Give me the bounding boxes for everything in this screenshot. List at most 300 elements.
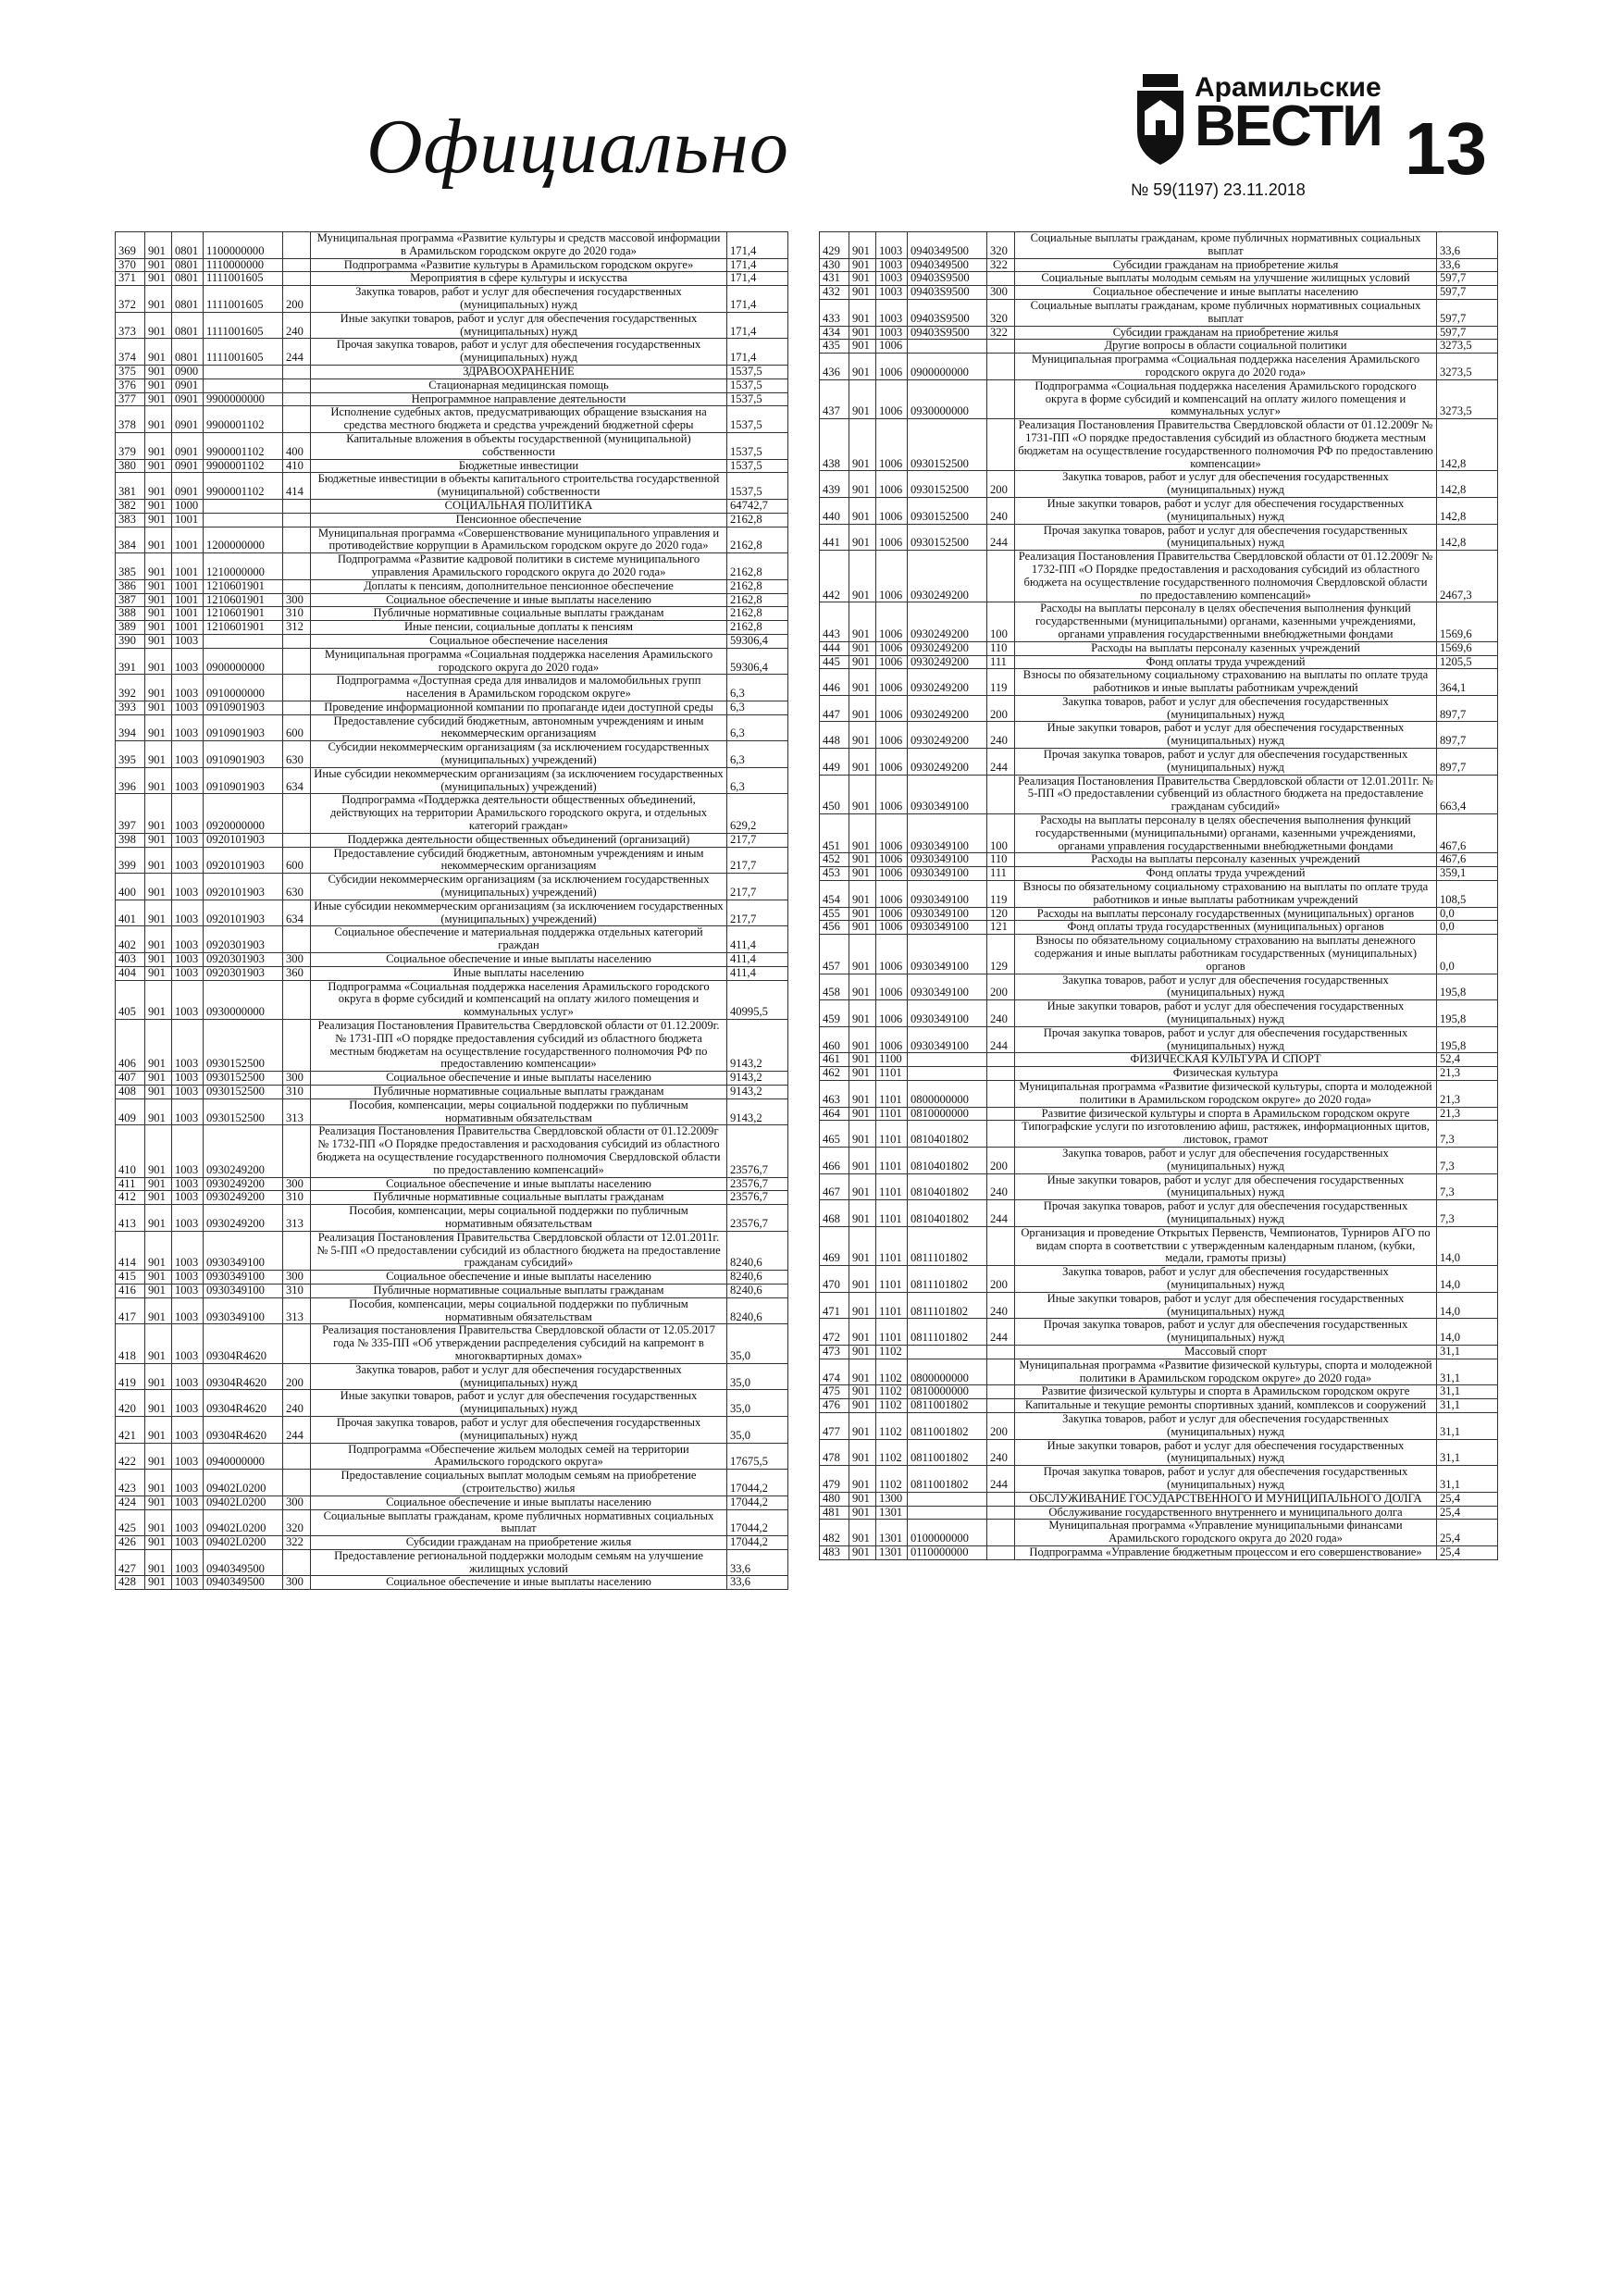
cell-section-code: 1000 <box>172 499 204 513</box>
cell-expense-type: 320 <box>283 1509 311 1536</box>
cell-amount: 3273,5 <box>1437 354 1498 380</box>
table-row <box>820 853 1498 867</box>
cell-section-code: 1300 <box>876 1492 908 1506</box>
cell-description: Прочая закупка товаров, работ и услуг для обеспечения государственных (муниципальных) нужд <box>1015 1466 1437 1493</box>
cell-description: Расходы на выплаты персоналу в целях обеспечения выполнения функций государственными (муниципальными) органами, казенными учреждениями, органами управления государственными внебюджетными фондами <box>1015 602 1437 641</box>
cell-description: Субсидии гражданам на приобретение жилья <box>311 1536 727 1550</box>
cell-section-code: 1102 <box>876 1359 908 1385</box>
cell-expense-type: 100 <box>987 814 1015 853</box>
cell-section-code: 1102 <box>876 1466 908 1493</box>
cell-row-number: 406 <box>116 1020 145 1072</box>
cell-target-code: 0930349100 <box>908 881 987 908</box>
cell-section-code: 1003 <box>172 1177 204 1191</box>
cell-target-code: 0930000000 <box>908 379 987 418</box>
cell-amount: 359,1 <box>1437 867 1498 881</box>
cell-expense-type <box>283 365 311 379</box>
cell-row-number: 483 <box>820 1545 849 1559</box>
cell-amount: 31,1 <box>1437 1359 1498 1385</box>
table-row <box>116 701 788 714</box>
section-title: Официально <box>366 104 789 190</box>
cell-section-code: 1003 <box>172 1324 204 1363</box>
cell-section-code: 0901 <box>172 473 204 500</box>
cell-amount: 6,3 <box>727 767 788 794</box>
cell-target-code: 09304R4620 <box>204 1363 283 1390</box>
cell-row-number: 479 <box>820 1466 849 1493</box>
cell-ministry-code: 901 <box>145 379 172 392</box>
cell-amount: 3273,5 <box>1437 379 1498 418</box>
cell-description: Социальное обеспечение и иные выплаты населению <box>311 1576 727 1590</box>
cell-expense-type: 111 <box>987 655 1015 669</box>
cell-description: Социальные выплаты гражданам, кроме публичных нормативных социальных выплат <box>311 1509 727 1536</box>
cell-section-code: 1003 <box>172 1443 204 1470</box>
cell-description: Предоставление социальных выплат молодым семьям на приобретение (строительство) жилья <box>311 1470 727 1496</box>
cell-amount: 6,3 <box>727 675 788 701</box>
cell-row-number: 389 <box>116 621 145 635</box>
cell-amount: 31,1 <box>1437 1385 1498 1399</box>
cell-section-code: 1003 <box>172 741 204 768</box>
cell-description: Социальные выплаты гражданам, кроме публичных нормативных социальных выплат <box>1015 232 1437 259</box>
cell-expense-type: 240 <box>987 497 1015 524</box>
cell-ministry-code: 901 <box>849 1345 876 1359</box>
cell-row-number: 468 <box>820 1200 849 1227</box>
cell-expense-type <box>987 354 1015 380</box>
cell-target-code: 0810000000 <box>908 1107 987 1121</box>
cell-ministry-code: 901 <box>849 749 876 776</box>
cell-amount: 597,7 <box>1437 299 1498 326</box>
table-row <box>116 1324 788 1363</box>
table-row <box>116 1284 788 1297</box>
cell-ministry-code: 901 <box>849 1147 876 1173</box>
cell-section-code: 1001 <box>172 621 204 635</box>
table-row <box>116 392 788 406</box>
cell-ministry-code: 901 <box>145 339 172 366</box>
cell-section-code: 1101 <box>876 1147 908 1173</box>
cell-section-code: 1301 <box>876 1506 908 1520</box>
cell-expense-type: 244 <box>283 1416 311 1443</box>
cell-expense-type <box>987 1226 1015 1265</box>
cell-section-code: 1006 <box>876 867 908 881</box>
table-row <box>820 1492 1498 1506</box>
table-row <box>116 675 788 701</box>
cell-target-code: 0930249200 <box>908 655 987 669</box>
cell-amount: 1537,5 <box>727 406 788 433</box>
cell-row-number: 397 <box>116 794 145 833</box>
cell-target-code <box>204 365 283 379</box>
cell-amount: 8240,6 <box>727 1231 788 1270</box>
cell-section-code: 1101 <box>876 1121 908 1148</box>
cell-description: Подпрограмма «Развитие кадровой политики в системе муниципального управления Арамильского городского округа до 2020 года» <box>311 553 727 580</box>
cell-target-code: 1210601901 <box>204 607 283 621</box>
cell-section-code: 1003 <box>172 953 204 967</box>
cell-expense-type: 310 <box>283 1086 311 1099</box>
table-row <box>820 775 1498 813</box>
cell-ministry-code: 901 <box>849 1067 876 1081</box>
table-row <box>820 286 1498 300</box>
table-row <box>116 258 788 272</box>
cell-amount: 31,1 <box>1437 1399 1498 1413</box>
cell-amount: 40995,5 <box>727 980 788 1019</box>
cell-section-code: 1006 <box>876 722 908 749</box>
cell-row-number: 416 <box>116 1284 145 1297</box>
cell-target-code: 0930152500 <box>908 471 987 498</box>
cell-row-number: 414 <box>116 1231 145 1270</box>
cell-target-code: 0930349100 <box>204 1231 283 1270</box>
cell-target-code: 09304R4620 <box>204 1324 283 1363</box>
cell-ministry-code: 901 <box>849 775 876 813</box>
cell-ministry-code: 901 <box>849 1026 876 1053</box>
cell-description: Пособия, компенсации, меры социальной поддержки по публичным нормативным обязательствам <box>311 1297 727 1324</box>
cell-row-number: 425 <box>116 1509 145 1536</box>
table-row <box>116 1072 788 1086</box>
cell-ministry-code: 901 <box>849 814 876 853</box>
cell-section-code: 1006 <box>876 655 908 669</box>
cell-row-number: 427 <box>116 1549 145 1576</box>
cell-section-code: 1006 <box>876 749 908 776</box>
cell-expense-type <box>283 794 311 833</box>
cell-target-code: 0811101802 <box>908 1266 987 1293</box>
cell-expense-type: 634 <box>283 900 311 926</box>
cell-ministry-code: 901 <box>849 1319 876 1346</box>
cell-target-code: 0811101802 <box>908 1319 987 1346</box>
cell-expense-type: 200 <box>987 695 1015 722</box>
cell-ministry-code: 901 <box>145 1284 172 1297</box>
cell-expense-type: 244 <box>987 1466 1015 1493</box>
table-row <box>116 1177 788 1191</box>
table-row <box>820 695 1498 722</box>
cell-row-number: 430 <box>820 258 849 272</box>
cell-expense-type: 320 <box>987 299 1015 326</box>
cell-ministry-code: 901 <box>849 1173 876 1200</box>
cell-section-code: 1003 <box>172 1390 204 1417</box>
cell-target-code: 1210601901 <box>204 593 283 607</box>
cell-row-number: 378 <box>116 406 145 433</box>
cell-description: Субсидии гражданам на приобретение жилья <box>1015 326 1437 340</box>
cell-amount: 597,7 <box>1437 286 1498 300</box>
cell-section-code: 1102 <box>876 1439 908 1466</box>
cell-description: Социальное обеспечение и иные выплаты населению <box>1015 286 1437 300</box>
cell-description: СОЦИАЛЬНАЯ ПОЛИТИКА <box>311 499 727 513</box>
cell-ministry-code: 901 <box>849 1200 876 1227</box>
cell-ministry-code: 901 <box>145 1020 172 1072</box>
cell-expense-type: 300 <box>283 1496 311 1509</box>
table-row <box>820 1121 1498 1148</box>
table-row <box>820 1266 1498 1293</box>
cell-row-number: 450 <box>820 775 849 813</box>
cell-description: Капитальные и текущие ремонты спортивных зданий, комплексов и сооружений <box>1015 1399 1437 1413</box>
cell-description: Иные закупки товаров, работ и услуг для обеспечения государственных (муниципальных) нужд <box>311 1390 727 1417</box>
cell-row-number: 454 <box>820 881 849 908</box>
cell-expense-type: 300 <box>283 593 311 607</box>
cell-expense-type: 634 <box>283 767 311 794</box>
cell-expense-type: 121 <box>987 921 1015 935</box>
cell-row-number: 431 <box>820 272 849 286</box>
table-row <box>116 1509 788 1536</box>
cell-ministry-code: 901 <box>145 365 172 379</box>
cell-ministry-code: 901 <box>849 497 876 524</box>
cell-expense-type: 310 <box>283 607 311 621</box>
cell-target-code: 1210601901 <box>204 579 283 593</box>
cell-target-code: 0910901903 <box>204 701 283 714</box>
cell-section-code: 1301 <box>876 1520 908 1546</box>
cell-amount: 2162,8 <box>727 527 788 553</box>
cell-row-number: 420 <box>116 1390 145 1417</box>
table-row <box>820 935 1498 974</box>
cell-expense-type <box>987 1399 1015 1413</box>
cell-description: Иные закупки товаров, работ и услуг для обеспечения государственных (муниципальных) нужд <box>1015 1292 1437 1319</box>
table-row <box>116 473 788 500</box>
cell-description: Физическая культура <box>1015 1067 1437 1081</box>
cell-section-code: 1101 <box>876 1173 908 1200</box>
cell-ministry-code: 901 <box>849 1266 876 1293</box>
cell-row-number: 423 <box>116 1470 145 1496</box>
cell-expense-type <box>283 1549 311 1576</box>
cell-expense-type <box>283 553 311 580</box>
cell-amount: 17044,2 <box>727 1536 788 1550</box>
cell-expense-type <box>283 1231 311 1270</box>
cell-section-code: 1003 <box>172 1271 204 1285</box>
cell-ministry-code: 901 <box>145 966 172 980</box>
cell-description: Расходы на выплаты персоналу государственных (муниципальных) органов <box>1015 907 1437 921</box>
cell-expense-type <box>987 1345 1015 1359</box>
cell-section-code: 1006 <box>876 379 908 418</box>
table-row <box>116 874 788 900</box>
cell-row-number: 421 <box>116 1416 145 1443</box>
cell-expense-type <box>283 527 311 553</box>
cell-section-code: 1006 <box>876 497 908 524</box>
table-row <box>820 655 1498 669</box>
cell-amount: 17044,2 <box>727 1509 788 1536</box>
cell-section-code: 1006 <box>876 881 908 908</box>
cell-ministry-code: 901 <box>849 1292 876 1319</box>
cell-expense-type <box>283 513 311 527</box>
cell-target-code <box>204 379 283 392</box>
cell-section-code: 1006 <box>876 551 908 602</box>
cell-section-code: 0900 <box>172 365 204 379</box>
cell-target-code: 0930349100 <box>908 867 987 881</box>
cell-expense-type <box>987 1081 1015 1108</box>
cell-row-number: 382 <box>116 499 145 513</box>
cell-amount: 59306,4 <box>727 634 788 648</box>
cell-expense-type <box>987 1359 1015 1385</box>
cell-amount: 14,0 <box>1437 1226 1498 1265</box>
cell-description: Фонд оплаты труда учреждений <box>1015 867 1437 881</box>
cell-section-code: 1003 <box>172 1363 204 1390</box>
cell-section-code: 1003 <box>172 1086 204 1099</box>
cell-description: ОБСЛУЖИВАНИЕ ГОСУДАРСТВЕННОГО И МУНИЦИПАЛЬНОГО ДОЛГА <box>1015 1492 1437 1506</box>
table-row <box>820 921 1498 935</box>
cell-expense-type: 300 <box>283 1576 311 1590</box>
cell-ministry-code: 901 <box>849 551 876 602</box>
cell-target-code: 09402L0200 <box>204 1509 283 1536</box>
cell-amount: 9143,2 <box>727 1098 788 1125</box>
cell-expense-type: 200 <box>987 974 1015 1000</box>
table-row <box>820 1399 1498 1413</box>
cell-expense-type: 600 <box>283 714 311 741</box>
cell-ministry-code: 901 <box>849 921 876 935</box>
cell-row-number: 463 <box>820 1081 849 1108</box>
cell-description: Подпрограмма «Доступная среда для инвалидов и маломобильных групп населения в Арамильском городском округе» <box>311 675 727 701</box>
table-row <box>116 741 788 768</box>
cell-target-code: 0930249200 <box>908 669 987 696</box>
table-row <box>820 669 1498 696</box>
cell-expense-type: 120 <box>987 907 1015 921</box>
cell-amount: 31,1 <box>1437 1439 1498 1466</box>
table-row <box>820 974 1498 1000</box>
cell-row-number: 394 <box>116 714 145 741</box>
cell-expense-type: 240 <box>987 1000 1015 1027</box>
cell-row-number: 474 <box>820 1359 849 1385</box>
table-row <box>116 1536 788 1550</box>
cell-description: Иные закупки товаров, работ и услуг для обеспечения государственных (муниципальных) нужд <box>1015 1173 1437 1200</box>
cell-description: Взносы по обязательному социальному страхованию на выплаты денежного содержания и иные выплаты работникам государственных (муниципальных) органов <box>1015 935 1437 974</box>
cell-description: Пособия, компенсации, меры социальной поддержки по публичным нормативным обязательствам <box>311 1205 727 1232</box>
cell-expense-type: 400 <box>283 432 311 459</box>
cell-target-code <box>908 1345 987 1359</box>
table-row <box>116 339 788 366</box>
cell-target-code: 09402L0200 <box>204 1536 283 1550</box>
cell-target-code <box>204 513 283 527</box>
cell-expense-type <box>987 551 1015 602</box>
cell-section-code: 1003 <box>876 272 908 286</box>
cell-amount: 35,0 <box>727 1390 788 1417</box>
cell-target-code: 0910000000 <box>204 675 283 701</box>
cell-target-code: 9900000000 <box>204 392 283 406</box>
cell-ministry-code: 901 <box>849 1081 876 1108</box>
cell-description: Прочая закупка товаров, работ и услуг для обеспечения государственных (муниципальных) нужд <box>311 339 727 366</box>
cell-description: Прочая закупка товаров, работ и услуг для обеспечения государственных (муниципальных) нужд <box>1015 1200 1437 1227</box>
cell-target-code: 09403S9500 <box>908 299 987 326</box>
cell-amount: 64742,7 <box>727 499 788 513</box>
cell-row-number: 464 <box>820 1107 849 1121</box>
cell-section-code: 1102 <box>876 1412 908 1439</box>
cell-ministry-code: 901 <box>145 272 172 286</box>
cell-target-code: 0930349100 <box>204 1284 283 1297</box>
cell-amount: 171,4 <box>727 232 788 259</box>
cell-description: Другие вопросы в области социальной политики <box>1015 340 1437 354</box>
table-row <box>116 900 788 926</box>
cell-ministry-code: 901 <box>145 953 172 967</box>
cell-amount: 897,7 <box>1437 749 1498 776</box>
cell-row-number: 376 <box>116 379 145 392</box>
table-row <box>820 272 1498 286</box>
cell-section-code: 1006 <box>876 775 908 813</box>
table-row <box>116 499 788 513</box>
table-row <box>820 1520 1498 1546</box>
table-row <box>820 1147 1498 1173</box>
cell-row-number: 399 <box>116 847 145 874</box>
cell-description: Муниципальная программа «Социальная поддержка населения Арамильского городского округа до 2020 года» <box>1015 354 1437 380</box>
cell-row-number: 379 <box>116 432 145 459</box>
cell-target-code: 0100000000 <box>908 1520 987 1546</box>
cell-amount: 195,8 <box>1437 974 1498 1000</box>
cell-expense-type <box>283 379 311 392</box>
cell-description: Предоставление региональной поддержки молодым семьям на улучшение жилищных условий <box>311 1549 727 1576</box>
cell-expense-type: 244 <box>987 524 1015 551</box>
cell-section-code: 1003 <box>172 634 204 648</box>
table-row <box>116 1390 788 1417</box>
cell-section-code: 1001 <box>172 553 204 580</box>
cell-ministry-code: 901 <box>145 593 172 607</box>
cell-ministry-code: 901 <box>145 1416 172 1443</box>
cell-target-code: 0920000000 <box>204 794 283 833</box>
cell-amount: 2162,8 <box>727 621 788 635</box>
cell-target-code: 0930249200 <box>908 602 987 641</box>
cell-amount: 9143,2 <box>727 1072 788 1086</box>
cell-section-code: 1003 <box>172 648 204 675</box>
cell-row-number: 371 <box>116 272 145 286</box>
cell-description: Закупка товаров, работ и услуг для обеспечения государственных (муниципальных) нужд <box>1015 974 1437 1000</box>
table-row <box>820 1466 1498 1493</box>
cell-target-code: 0930349100 <box>908 1000 987 1027</box>
table-row <box>820 354 1498 380</box>
cell-target-code: 1111001605 <box>204 312 283 339</box>
cell-expense-type: 310 <box>283 1284 311 1297</box>
cell-row-number: 452 <box>820 853 849 867</box>
cell-section-code: 0901 <box>172 392 204 406</box>
cell-ministry-code: 901 <box>145 1297 172 1324</box>
table-row <box>116 286 788 313</box>
cell-target-code: 0930349100 <box>204 1271 283 1285</box>
cell-target-code: 0930349100 <box>908 921 987 935</box>
cell-amount: 2162,8 <box>727 593 788 607</box>
cell-description: Иные закупки товаров, работ и услуг для обеспечения государственных (муниципальных) нужд <box>1015 1000 1437 1027</box>
cell-expense-type <box>987 272 1015 286</box>
cell-row-number: 466 <box>820 1147 849 1173</box>
cell-amount: 0,0 <box>1437 921 1498 935</box>
cell-section-code: 1003 <box>172 1231 204 1270</box>
cell-row-number: 384 <box>116 527 145 553</box>
table-row <box>116 1363 788 1390</box>
cell-ministry-code: 901 <box>849 1226 876 1265</box>
cell-amount: 364,1 <box>1437 669 1498 696</box>
cell-ministry-code: 901 <box>145 900 172 926</box>
cell-expense-type <box>283 1020 311 1072</box>
cell-ministry-code: 901 <box>145 499 172 513</box>
cell-ministry-code: 901 <box>849 232 876 259</box>
table-row <box>820 1439 1498 1466</box>
cell-ministry-code: 901 <box>145 1324 172 1363</box>
cell-amount: 21,3 <box>1437 1067 1498 1081</box>
cell-description: Социальные выплаты молодым семьям на улучшение жилищных условий <box>1015 272 1437 286</box>
cell-target-code: 1210000000 <box>204 553 283 580</box>
cell-ministry-code: 901 <box>145 1125 172 1177</box>
cell-row-number: 470 <box>820 1266 849 1293</box>
table-row <box>820 524 1498 551</box>
table-row <box>820 814 1498 853</box>
issue-number: № 59(1197) 23.11.2018 <box>1131 180 1306 199</box>
cell-ministry-code: 901 <box>849 1399 876 1413</box>
cell-target-code: 1111001605 <box>204 286 283 313</box>
cell-row-number: 471 <box>820 1292 849 1319</box>
cell-amount: 6,3 <box>727 701 788 714</box>
cell-amount: 0,0 <box>1437 935 1498 974</box>
cell-expense-type: 240 <box>987 1173 1015 1200</box>
cell-row-number: 383 <box>116 513 145 527</box>
cell-amount: 14,0 <box>1437 1266 1498 1293</box>
cell-section-code: 1102 <box>876 1345 908 1359</box>
cell-ministry-code: 901 <box>849 1053 876 1067</box>
cell-amount: 897,7 <box>1437 722 1498 749</box>
cell-ministry-code: 901 <box>145 701 172 714</box>
cell-target-code: 0910901903 <box>204 714 283 741</box>
cell-expense-type <box>987 1121 1015 1148</box>
cell-ministry-code: 901 <box>145 392 172 406</box>
cell-target-code: 0810000000 <box>908 1385 987 1399</box>
table-row <box>116 406 788 433</box>
cell-amount: 411,4 <box>727 953 788 967</box>
cell-section-code: 1003 <box>172 1496 204 1509</box>
cell-target-code <box>204 634 283 648</box>
